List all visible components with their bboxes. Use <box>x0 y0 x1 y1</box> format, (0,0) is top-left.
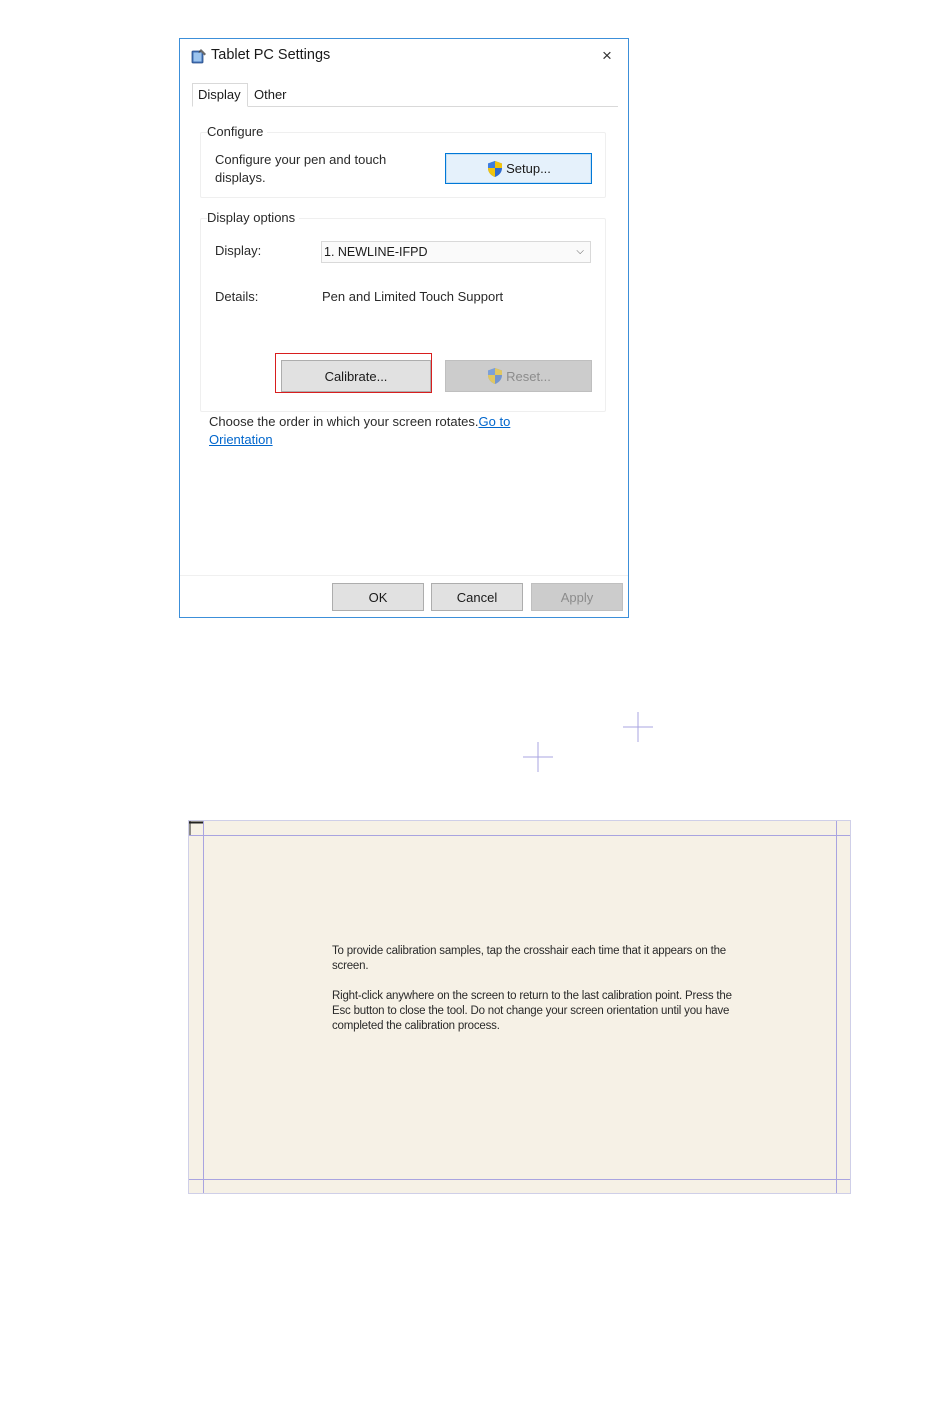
display-label: Display: <box>215 243 262 258</box>
apply-button-label: Apply <box>560 589 594 605</box>
calibration-instruction-1: To provide calibration samples, tap the crosshair each time that it appears on the screen. <box>332 945 726 972</box>
details-value: Pen and Limited Touch Support <box>322 289 504 304</box>
close-icon: × <box>602 46 612 65</box>
guide-line-bottom <box>189 1179 850 1180</box>
display-options-group-label: Display options <box>207 210 299 225</box>
setup-button[interactable] <box>445 153 592 184</box>
details-label: Details: <box>215 289 259 304</box>
setup-button-label: Setup... <box>506 161 551 176</box>
crosshair-icon[interactable] <box>523 742 553 772</box>
calibration-instruction-2: Right-click anywhere on the screen to return to the last calibration point. Press the Esc button to close the tool. Do not change your screen orientation until you have completed the calibration process. <box>332 990 732 1032</box>
calibration-instructions <box>332 944 732 1049</box>
tablet-settings-icon <box>190 47 208 65</box>
configure-description: Configure your pen and touch displays. <box>215 152 387 185</box>
uac-shield-icon <box>486 367 504 385</box>
dialog-title: Tablet PC Settings <box>211 47 331 63</box>
close-button[interactable] <box>596 45 618 67</box>
guide-line-left <box>203 821 204 1193</box>
calibrate-button[interactable] <box>281 360 431 392</box>
orientation-text: Choose the order in which your screen rotates. <box>209 414 479 429</box>
guide-line-top <box>189 835 850 836</box>
chevron-down-icon: ⌵ <box>576 246 584 257</box>
display-select[interactable] <box>321 241 591 263</box>
calibration-screen[interactable] <box>188 820 851 1194</box>
reset-button-label: Reset... <box>506 368 551 384</box>
footer-divider <box>180 575 628 576</box>
configure-group-label: Configure <box>207 124 267 139</box>
ok-button-label: OK <box>368 589 388 605</box>
reset-button[interactable] <box>445 360 592 392</box>
go-to-orientation-link[interactable]: Go to Orientation <box>209 414 511 447</box>
ok-button[interactable] <box>332 583 424 611</box>
tablet-pc-settings-dialog <box>179 38 629 618</box>
cancel-button[interactable] <box>431 583 523 611</box>
calibrate-button-label: Calibrate... <box>324 368 388 384</box>
apply-button[interactable] <box>531 583 623 611</box>
crosshair-icon[interactable] <box>623 712 653 742</box>
crosshair-icon[interactable] <box>189 821 203 835</box>
orientation-text-block <box>209 413 539 449</box>
tab-display[interactable]: Display <box>192 83 248 107</box>
title-bar[interactable] <box>180 39 628 73</box>
uac-shield-icon <box>486 160 504 178</box>
tab-divider <box>192 106 618 107</box>
cancel-button-label: Cancel <box>456 589 498 605</box>
guide-line-right <box>836 821 837 1193</box>
tab-other[interactable]: Other <box>254 87 287 102</box>
display-select-value: 1. NEWLINE-IFPD <box>324 245 428 259</box>
